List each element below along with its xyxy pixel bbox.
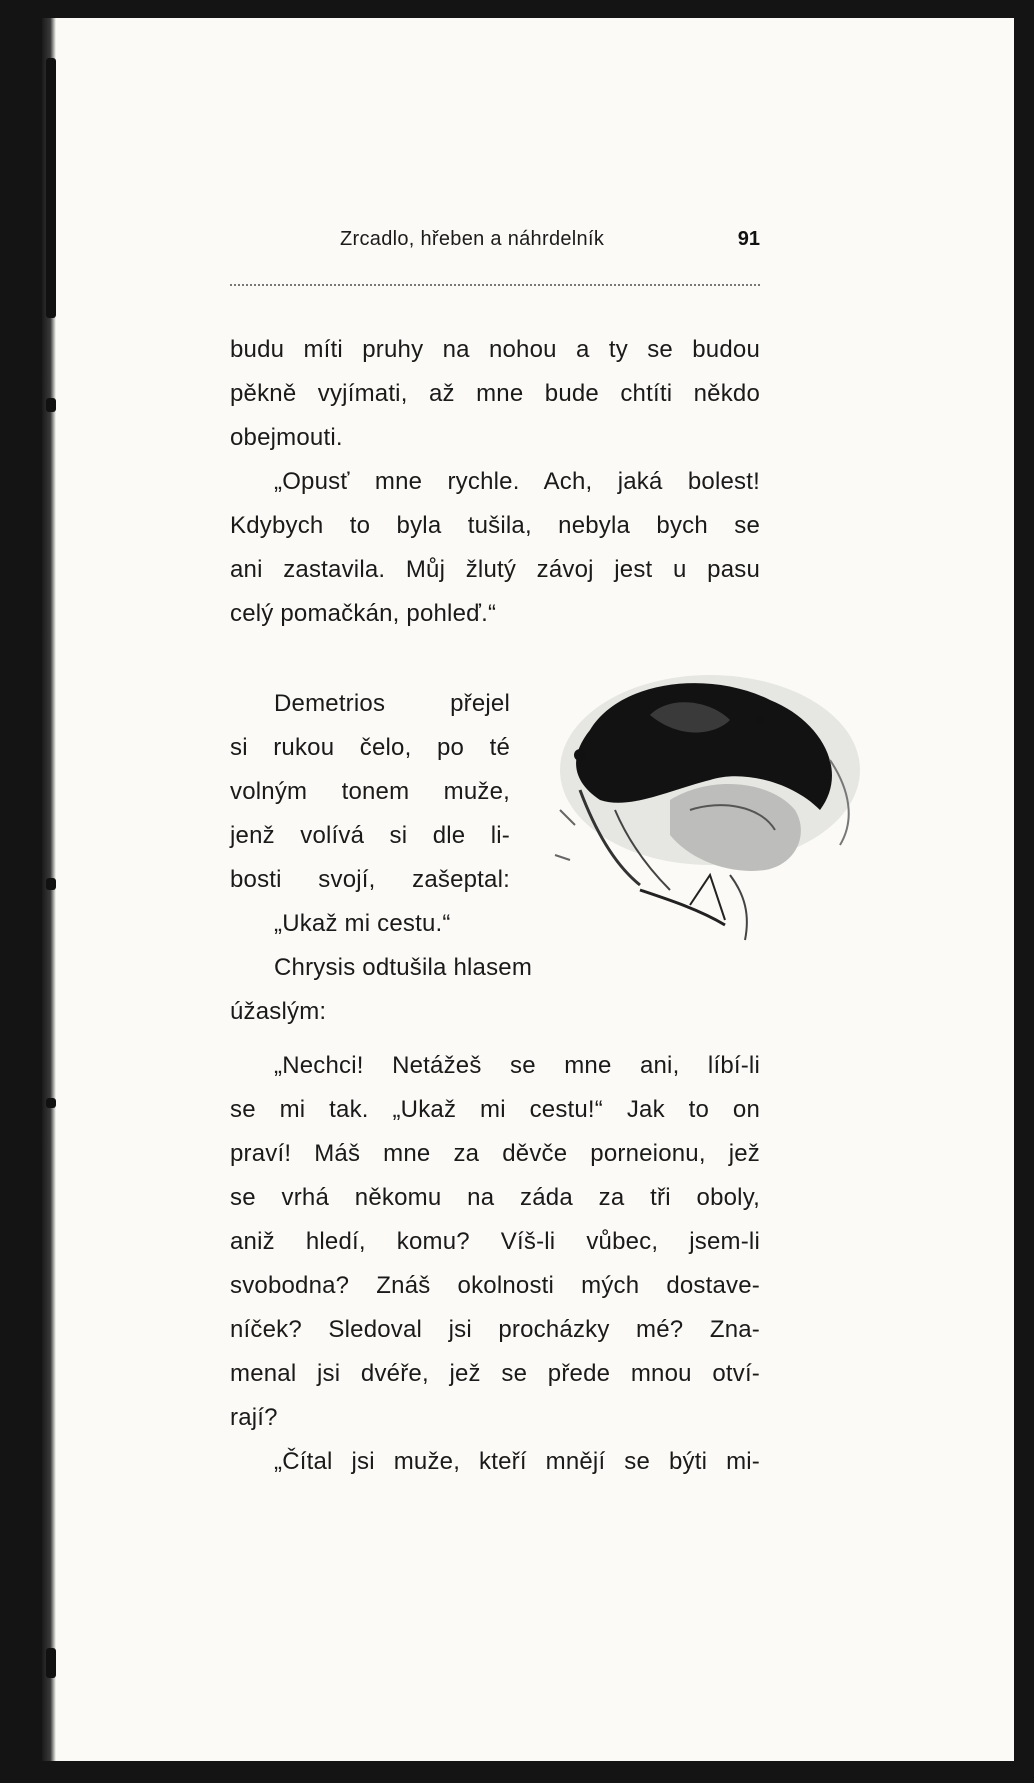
text-line: „Opusť mne rychle. Ach, jaká bolest!	[274, 468, 760, 495]
text-line: aniž hledí, komu? Víš-li vůbec, jsem-li	[230, 1228, 760, 1255]
text-line: svobodna? Znáš okolnosti mých dostave-	[230, 1272, 760, 1299]
running-header	[290, 228, 760, 264]
spine-mark	[46, 398, 56, 412]
text-line: níček? Sledoval jsi procházky mé? Zna-	[230, 1316, 760, 1343]
page-number: 91	[737, 228, 760, 250]
running-title: Zrcadlo, hřeben a náhrdelník	[340, 228, 605, 250]
text-line: si rukou čelo, po té	[230, 734, 510, 761]
text-line: Demetrios přejel	[274, 690, 510, 717]
illustration-woman-figure	[520, 660, 870, 1000]
text-line: celý pomačkán, pohleď.“	[230, 600, 497, 627]
text-line: menal jsi dvéře, jež se přede mnou otví-	[230, 1360, 760, 1387]
text-line: pěkně vyjímati, až mne bude chtíti někdo	[230, 380, 760, 407]
text-block-bottom	[230, 1044, 760, 1484]
text-line: Chrysis odtušila hlasem	[274, 954, 533, 981]
header-rule	[230, 284, 760, 286]
book-spine-shadow	[42, 18, 56, 1761]
text-line: bosti svojí, zašeptal:	[230, 866, 510, 893]
text-line: se mi tak. „Ukaž mi cestu!“ Jak to on	[230, 1096, 760, 1123]
text-line: ani zastavila. Můj žlutý závoj jest u pasu	[230, 556, 760, 583]
text-line: se vrhá někomu na záda za tři oboly,	[230, 1184, 760, 1211]
text-line: praví! Máš mne za děvče porneionu, jež	[230, 1140, 760, 1167]
text-line: obejmouti.	[230, 424, 343, 451]
text-line: volným tonem muže,	[230, 778, 510, 805]
text-line: „Nechci! Netážeš se mne ani, líbí-li	[274, 1052, 760, 1079]
spine-mark	[46, 58, 56, 318]
spine-mark	[46, 1648, 56, 1678]
text-line: úžaslým:	[230, 998, 327, 1025]
text-line: „Ukaž mi cestu.“	[274, 910, 451, 937]
text-line: „Čítal jsi muže, kteří mnějí se býti mi-	[274, 1448, 760, 1475]
spine-mark	[46, 878, 56, 890]
spine-mark	[46, 1098, 56, 1108]
text-line: budu míti pruhy na nohou a ty se budou	[230, 336, 760, 363]
text-block-top	[230, 328, 760, 636]
illustration-sketch	[555, 675, 860, 940]
text-line: rají?	[230, 1404, 278, 1431]
text-line: Kdybych to byla tušila, nebyla bych se	[230, 512, 760, 539]
text-block-wrapped	[230, 682, 533, 1034]
text-line: jenž volívá si dle li-	[230, 822, 510, 849]
